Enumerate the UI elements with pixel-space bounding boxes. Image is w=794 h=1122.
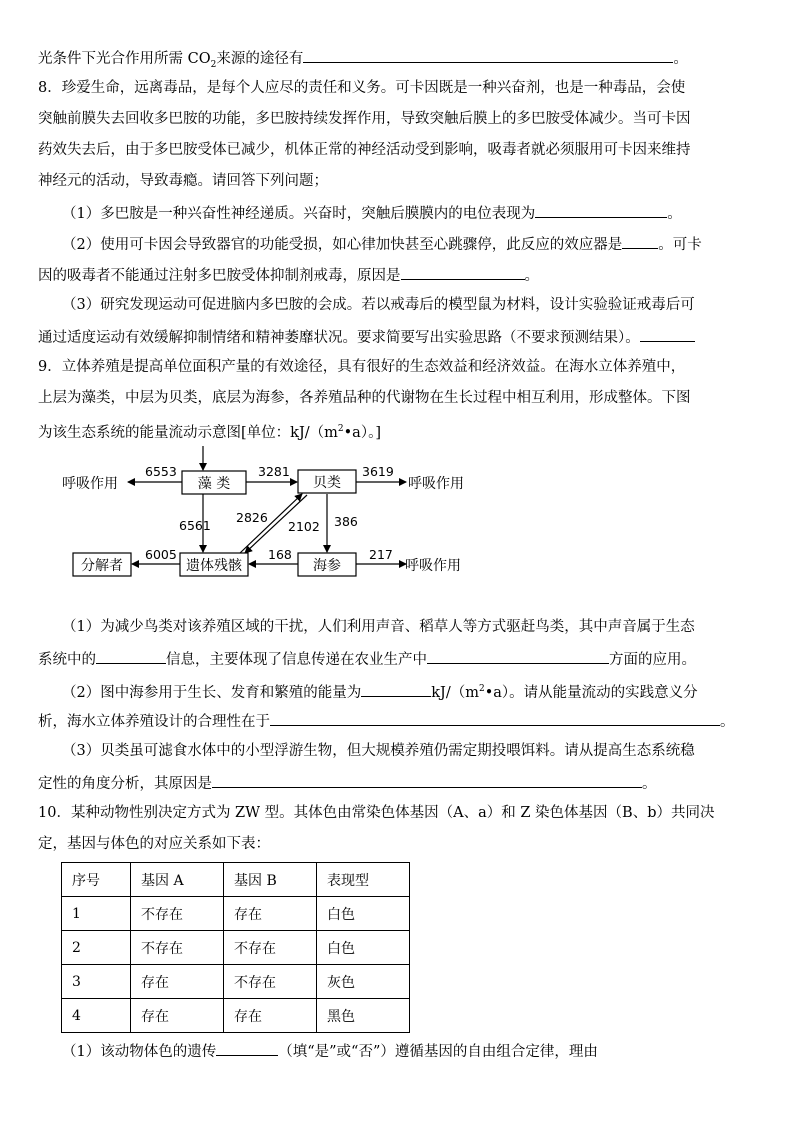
table-header-cell: 序号 [62, 863, 131, 897]
text: 信息，主要体现了信息传递在农业生产中 [166, 652, 427, 668]
respiration-label-bottom-right: 呼吸作用 [405, 558, 461, 574]
table-cell: 不存在 [224, 931, 317, 965]
answer-blank[interactable] [427, 648, 609, 664]
q10-stem-1: 10．某种动物性别决定方式为 ZW 型。其体色由常染色体基因（A、a）和 Z 染色体基因（B、b）共同决 [38, 805, 715, 821]
q9-sub2 [62, 679, 698, 703]
table-cell: 不存在 [131, 897, 224, 931]
text: （2）图中海参用于生长、发育和繁殖的能量为 [62, 684, 362, 701]
table-header-cell: 基因 B [224, 863, 317, 897]
q8-stem-2: 突触前膜失去回收多巴胺的功能，多巴胺持续发挥作用，导致突触后膜上的多巴胺受体减少。当可卡因 [38, 111, 691, 127]
table-row [62, 931, 410, 965]
answer-blank[interactable] [401, 264, 525, 280]
q9-sub1-cont [38, 648, 696, 670]
answer-blank[interactable] [361, 681, 431, 697]
answer-blank[interactable] [216, 1040, 278, 1056]
table-cell: 存在 [131, 965, 224, 999]
text: 系统中的 [38, 652, 96, 668]
q8-stem-3: 药效失去后，由于多巴胺受体已减少，机体正常的神经活动受到影响，吸毒者就必须服用可卡因来维持 [38, 142, 691, 158]
text: 通过适度运动有效缓解抑制情绪和精神萎靡状况。要求简要写出实验思路（不要求预测结果）。 [38, 330, 640, 346]
value-cucumber-remains: 168 [268, 547, 292, 562]
table-header-cell: 基因 A [131, 863, 224, 897]
text: 为该生态系统的能量流动示意图[单位：kJ/（m [38, 424, 338, 441]
answer-blank[interactable] [535, 202, 667, 218]
answer-blank[interactable] [270, 710, 720, 726]
q9-sub3-cont [38, 772, 657, 794]
table-cell: 3 [62, 965, 131, 999]
superscript: 2 [337, 424, 344, 434]
algae-label: 藻 类 [197, 476, 231, 492]
value-algae-shell: 3281 [258, 464, 290, 479]
subscript: 2 [210, 59, 217, 70]
text: （填“是”或“否”）遵循基因的自由组合定律，理由 [278, 1044, 598, 1060]
text: （1）多巴胺是一种兴奋性神经递质。兴奋时，突触后膜膜内的电位表现为 [62, 206, 536, 222]
table-cell: 2 [62, 931, 131, 965]
q8-sub2-cont [38, 264, 539, 286]
text: 来源的途径有 [216, 51, 304, 67]
respiration-label-left: 呼吸作用 [62, 476, 118, 492]
respiration-label-top-right: 呼吸作用 [408, 476, 464, 492]
answer-blank[interactable] [303, 47, 673, 63]
q8-stem-1: 8．珍爱生命，远离毒品，是每个人应尽的责任和义务。可卡因既是一种兴奋剂，也是一种毒品，会使 [38, 80, 686, 96]
q9-stem-2: 上层为藻类，中层为贝类，底层为海参，各养殖品种的代谢物在生长过程中相互利用，形成整体。下图 [38, 390, 691, 406]
seacucumber-label: 海参 [313, 558, 341, 574]
text: 。 [642, 776, 657, 792]
q8-sub3: （3）研究发现运动可促进脑内多巴胺的会成。若以戒毒后的模型鼠为材料，设计实验验证戒毒后可 [62, 297, 695, 313]
answer-blank[interactable] [212, 772, 642, 788]
text: 。 [667, 206, 682, 222]
table-header-row [62, 863, 410, 897]
table-row [62, 897, 410, 931]
table-cell: 白色 [317, 931, 410, 965]
value-shell-remains: 2102 [288, 519, 320, 534]
text: 析，海水立体养殖设计的合理性在于 [38, 714, 270, 730]
energy-flow-diagram [0, 440, 794, 590]
table-cell: 存在 [224, 999, 317, 1033]
table-cell: 灰色 [317, 965, 410, 999]
table-cell: 不存在 [131, 931, 224, 965]
text: 。 [524, 268, 539, 284]
text: 。 [720, 714, 735, 730]
text: kJ/（m [431, 684, 479, 701]
q8-sub1 [62, 202, 682, 224]
q8-sub3-cont [38, 326, 695, 348]
gene-phenotype-table [61, 862, 410, 1033]
q9-sub2-cont [38, 710, 735, 732]
q7-continuation-line [38, 47, 688, 75]
q10-stem-2: 定，基因与体色的对应关系如下表： [38, 836, 270, 852]
value-shell-resp: 3619 [362, 464, 394, 479]
value-algae-resp: 6553 [145, 464, 177, 479]
text: 光条件下光合作用所需 CO [38, 51, 211, 67]
table-cell: 黑色 [317, 999, 410, 1033]
text: （1）该动物体色的遗传 [62, 1044, 217, 1060]
table-cell: 存在 [224, 897, 317, 931]
table-row [62, 965, 410, 999]
table-cell: 不存在 [224, 965, 317, 999]
superscript: 2 [478, 684, 485, 694]
text: （2）使用可卡因会导致器官的功能受损，如心律加快甚至心跳骤停，此反应的效应器是 [62, 237, 623, 253]
value-remains-shell: 2826 [236, 510, 268, 525]
text: •a）。请从能量流动的实践意义分 [484, 684, 698, 701]
text: 定性的角度分析，其原因是 [38, 776, 212, 792]
table-header-cell: 表现型 [317, 863, 410, 897]
answer-blank[interactable] [622, 233, 658, 249]
q8-sub2 [62, 233, 702, 255]
q9-sub3: （3）贝类虽可滤食水体中的小型浮游生物，但大规模养殖仍需定期投喂饵料。请从提高生态系统稳 [62, 743, 695, 759]
table-cell: 4 [62, 999, 131, 1033]
value-algae-remains: 6561 [179, 518, 211, 533]
value-remains-decomp: 6005 [145, 547, 177, 562]
q9-stem-1: 9．立体养殖是提高单位面积产量的有效途径，具有很好的生态效益和经济效益。在海水立体养殖中， [38, 359, 686, 375]
text: 方面的应用。 [609, 652, 696, 668]
q10-sub1 [62, 1040, 598, 1062]
table-cell: 白色 [317, 897, 410, 931]
text: 。可卡 [658, 237, 702, 253]
table-cell: 1 [62, 897, 131, 931]
value-shell-cucumber: 386 [334, 514, 358, 529]
q9-sub1: （1）为减少鸟类对该养殖区域的干扰，人们利用声音、稻草人等方式驱赶鸟类，其中声音属于生态 [62, 619, 695, 635]
table-cell: 存在 [131, 999, 224, 1033]
text: 。 [673, 51, 688, 67]
text: •a）。] [343, 424, 381, 441]
answer-blank[interactable] [96, 648, 166, 664]
remains-label: 遗体残骸 [186, 558, 242, 574]
value-cucumber-resp: 217 [369, 547, 393, 562]
table-row [62, 999, 410, 1033]
answer-blank[interactable] [640, 326, 695, 342]
q8-stem-4: 神经元的活动，导致毒瘾。请回答下列问题； [38, 173, 328, 189]
shellfish-label: 贝类 [313, 475, 341, 491]
decomposer-label: 分解者 [81, 558, 123, 574]
text: 因的吸毒者不能通过注射多巴胺受体抑制剂戒毒，原因是 [38, 268, 401, 284]
